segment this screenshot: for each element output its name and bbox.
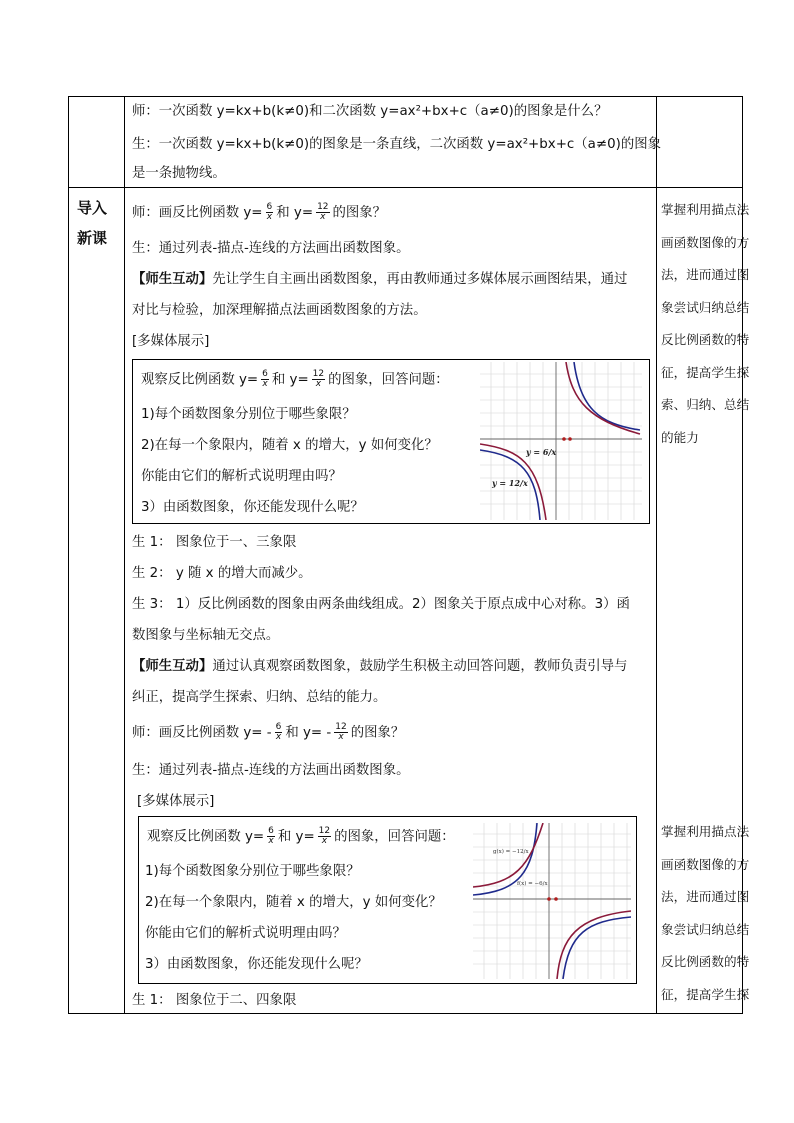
side-note-line: 法，进而通过图 <box>661 267 750 282</box>
part2-question: 师：画反比例函数 y= - $\frac{6}{x}$ 和 y= - $\frac{12}{x}$ 的图象？ <box>132 722 405 742</box>
box1-q2: 2)在每一个象限内，随着 x 的增大，y 如何变化？ <box>141 438 438 453</box>
graph-grid <box>480 362 642 520</box>
intro-answer-line2: 是一条抛物线。 <box>132 166 226 181</box>
part1-media-box <box>132 359 650 524</box>
intro-question: 师：一次函数 y=kx+b(k≠0)和二次函数 y=ax²+bx+c（a≠0)的图象是什么？ <box>132 104 608 119</box>
fraction: $\frac{12}{x}$ <box>317 202 329 222</box>
graph-negative-hyperbolas <box>473 823 631 979</box>
fraction: $\frac{6}{x}$ <box>262 369 268 389</box>
intro-answer-line1: 生：一次函数 y=kx+b(k≠0)的图象是一条直线，二次函数 y=ax²+bx+c（a≠0)的图象 <box>132 137 662 152</box>
part1-interaction-line1: 【师生互动】先让学生自主画出函数图象，再由教师通过多媒体展示画图结果，通过 <box>132 272 628 287</box>
point-marker <box>568 437 572 441</box>
fraction: $\frac{6}{x}$ <box>268 826 274 846</box>
side-note-line: 法，进而通过图 <box>661 889 750 904</box>
section-label-line2: 新课 <box>77 229 108 247</box>
side-note-line: 画函数图像的方 <box>661 856 750 872</box>
student2-answer: 生 2： y 随 x 的增大而减少。 <box>132 566 312 581</box>
student1-answer: 生 1： 图象位于一、三象限 <box>132 535 297 550</box>
part1-question: 师：画反比例函数 y= $\frac{6}{x}$ 和 y= $\frac{12}{x}$ 的图象？ <box>132 202 387 222</box>
graph-label-neg6x: f(x) = −6/x <box>517 881 548 887</box>
curve-neg12x-q4 <box>563 917 631 979</box>
part1-answer: 生：通过列表-描点-连线的方法画出函数图象。 <box>132 241 410 256</box>
box1-q1: 1)每个函数图象分别位于哪些象限？ <box>141 407 356 422</box>
part1-interaction-line2: 对比与检验，加深理解描点法画函数图象的方法。 <box>132 303 427 318</box>
side-note-line: 征，提高学生探 <box>661 364 750 380</box>
point-marker <box>562 437 566 441</box>
graph-positive-hyperbolas <box>480 362 642 520</box>
column-divider <box>124 97 125 1013</box>
fraction: $\frac{12}{x}$ <box>318 826 331 846</box>
student3-answer-line2: 数图象与坐标轴无交点。 <box>132 628 280 643</box>
box1-q4: 3）由函数图象，你还能发现什么呢？ <box>141 500 364 515</box>
part2-student1-answer: 生 1： 图象位于二、四象限 <box>132 993 297 1008</box>
lesson-table <box>68 96 750 1014</box>
section-label-line1: 导入 <box>77 199 108 217</box>
side-note-line: 掌握利用描点法 <box>661 824 750 839</box>
row-divider <box>69 187 742 188</box>
part1-interaction2-line2: 纠正，提高学生探索、归纳、总结的能力。 <box>132 690 387 705</box>
side-note-1 <box>661 201 750 461</box>
box2-q2: 2)在每一个象限内，随着 x 的增大，y 如何变化？ <box>145 895 442 910</box>
side-note-line: 象尝试归纳总结 <box>661 299 750 315</box>
section-label <box>77 197 107 248</box>
part2-answer: 生：通过列表-描点-连线的方法画出函数图象。 <box>132 763 410 778</box>
graph-grid <box>473 823 631 979</box>
fraction: $\frac{12}{x}$ <box>312 369 325 389</box>
fraction: $\frac{12}{x}$ <box>335 722 347 742</box>
graph-label-neg12x: g(x) = −12/x <box>493 849 529 855</box>
box1-q3: 你能由它们的解析式说明理由吗？ <box>141 469 342 484</box>
point-marker <box>554 897 558 901</box>
side-note-line: 反比例函数的特 <box>661 954 750 969</box>
curve-neg6x-q4 <box>557 911 631 979</box>
side-note-line: 掌握利用描点法 <box>661 202 750 217</box>
fraction: $\frac{6}{x}$ <box>275 722 282 742</box>
curve-6x-q1 <box>566 362 640 434</box>
side-note-line: 的能力 <box>661 429 699 445</box>
side-note-line: 象尝试归纳总结 <box>661 921 750 937</box>
column-divider <box>656 97 657 1013</box>
fraction: $\frac{6}{x}$ <box>266 202 273 222</box>
side-note-2 <box>661 823 750 1018</box>
graph-label-6x: y = 6/x <box>526 447 557 457</box>
part2-media-box <box>138 816 637 984</box>
part2-media-label: [多媒体展示] <box>137 794 215 809</box>
part1-media-label: [多媒体展示] <box>132 334 210 349</box>
side-note-line: 征，提高学生探 <box>661 986 750 1002</box>
box2-prompt: 观察反比例函数 y= $\frac{6}{x}$ 和 y= $\frac{12}{x}$ 的图象，回答问题： <box>147 826 455 846</box>
student3-answer-line1: 生 3： 1）反比例函数的图象由两条曲线组成。2）图象关于原点成中心对称。3）函 <box>132 597 630 612</box>
part1-interaction2-line1: 【师生互动】通过认真观察函数图象，鼓励学生积极主动回答问题，教师负责引导与 <box>132 659 628 674</box>
curve-neg6x-q2 <box>473 823 543 887</box>
graph-label-12x: y = 12/x <box>492 478 528 488</box>
box2-q1: 1)每个函数图象分别位于哪些象限？ <box>145 864 360 879</box>
side-note-line: 索、归纳、总结 <box>661 397 750 412</box>
box1-prompt: 观察反比例函数 y= $\frac{6}{x}$ 和 y= $\frac{12}{x}$ 的图象，回答问题： <box>141 369 449 389</box>
curve-12x-q1 <box>574 362 640 430</box>
box2-q4: 3）由函数图象，你还能发现什么呢？ <box>145 957 368 972</box>
box2-q3: 你能由它们的解析式说明理由吗？ <box>145 926 346 941</box>
side-note-line: 画函数图像的方 <box>661 234 750 250</box>
point-marker <box>547 897 551 901</box>
side-note-line: 反比例函数的特 <box>661 332 750 347</box>
